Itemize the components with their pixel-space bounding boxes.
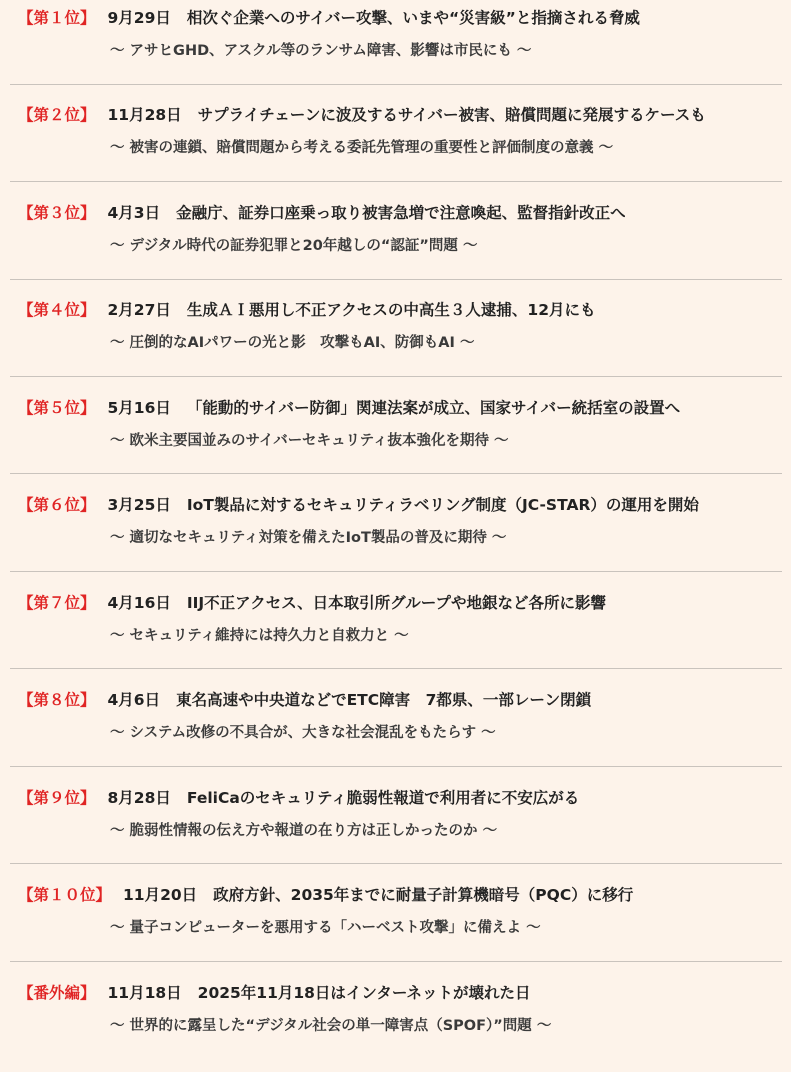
rank-title: IIJ不正アクセス、日本取引所グループや地銀など各所に影響: [186, 594, 606, 612]
rank-subtitle: ～ システム改修の不具合が、大きな社会混乱をもたらす ～: [110, 725, 496, 741]
rank-badge: 【第５位】: [18, 399, 96, 417]
list-item[interactable]: [0, 487, 791, 584]
divider: [10, 279, 782, 280]
rank-headline: [18, 398, 680, 418]
rank-subtitle: ～ セキュリティ維持には持久力と自救力と ～: [110, 628, 409, 644]
divider: [10, 376, 782, 377]
rank-headline: [18, 495, 699, 515]
rank-title: 政府方針、2035年までに耐量子計算機暗号（PQC）に移行: [213, 886, 634, 904]
rank-badge: 【番外編】: [18, 984, 96, 1002]
rank-date: 4月6日: [107, 691, 161, 709]
rank-headline: [18, 105, 706, 125]
rank-title: サプライチェーンに波及するサイバー被害、賠償問題に発展するケースも: [197, 106, 706, 124]
divider: [10, 961, 782, 962]
rank-badge: 【第１位】: [18, 9, 96, 27]
rank-badge: 【第１０位】: [18, 886, 112, 904]
rank-badge: 【第４位】: [18, 301, 96, 319]
rank-headline: [18, 788, 579, 808]
list-item[interactable]: [0, 0, 791, 97]
rank-headline: [18, 8, 640, 28]
rank-title: 東名高速や中央道などでETC障害 7都県、一部レーン閉鎖: [176, 691, 592, 709]
divider: [10, 668, 782, 669]
rank-title: 生成ＡＩ悪用し不正アクセスの中高生３人逮捕、12月にも: [186, 301, 596, 319]
rank-title: 金融庁、証券口座乗っ取り被害急増で注意喚起、監督指針改正へ: [176, 204, 626, 222]
divider: [10, 84, 782, 85]
list-item[interactable]: [0, 97, 791, 194]
list-item[interactable]: [0, 195, 791, 292]
rank-subtitle: ～ 被害の連鎖、賠償問題から考える委託先管理の重要性と評価制度の意義 ～: [110, 140, 614, 156]
divider: [10, 571, 782, 572]
rank-date: 11月20日: [123, 886, 198, 904]
rank-date: 8月28日: [107, 789, 171, 807]
rank-date: 11月18日: [107, 984, 182, 1002]
divider: [10, 863, 782, 864]
rank-headline: [18, 593, 606, 613]
rank-headline: [18, 690, 591, 710]
divider: [10, 473, 782, 474]
rank-title: FeliCaのセキュリティ脆弱性報道で利用者に不安広がる: [186, 789, 580, 807]
rank-badge: 【第７位】: [18, 594, 96, 612]
rank-subtitle: ～ 脆弱性情報の伝え方や報道の在り方は正しかったのか ～: [110, 823, 498, 839]
rank-title: IoT製品に対するセキュリティラベリング制度（JC-STAR）の運用を開始: [186, 496, 699, 514]
rank-badge: 【第９位】: [18, 789, 96, 807]
list-item[interactable]: [0, 292, 791, 389]
rank-subtitle: ～ 欧米主要国並みのサイバーセキュリティ抜本強化を期待 ～: [110, 433, 509, 449]
rank-title: 「能動的サイバー防御」関連法案が成立、国家サイバー統括室の設置へ: [186, 399, 681, 417]
rank-date: 11月28日: [107, 106, 182, 124]
rank-date: 3月25日: [107, 496, 171, 514]
rank-date: 5月16日: [107, 399, 171, 417]
list-item[interactable]: [0, 877, 791, 974]
rank-subtitle: ～ 世界的に露呈した“デジタル社会の単一障害点（SPOF）”問題 ～: [110, 1018, 552, 1034]
rank-subtitle: ～ 適切なセキュリティ対策を備えたIoT製品の普及に期待 ～: [110, 530, 507, 546]
rank-title: 2025年11月18日はインターネットが壊れた日: [197, 984, 531, 1002]
rank-subtitle: ～ デジタル時代の証券犯罪と20年越しの“認証”問題 ～: [110, 238, 478, 254]
rank-badge: 【第３位】: [18, 204, 96, 222]
rank-badge: 【第６位】: [18, 496, 96, 514]
rank-subtitle: ～ アサヒGHD、アスクル等のランサム障害、影響は市民にも ～: [110, 43, 532, 59]
rank-subtitle: ～ 圧倒的なAIパワーの光と影 攻撃もAI、防御もAI ～: [110, 335, 475, 351]
rank-badge: 【第２位】: [18, 106, 96, 124]
rank-headline: [18, 203, 626, 223]
rank-date: 4月16日: [107, 594, 171, 612]
rank-headline: [18, 300, 595, 320]
list-item[interactable]: [0, 682, 791, 779]
divider: [10, 766, 782, 767]
rank-subtitle: ～ 量子コンピューターを悪用する「ハーベスト攻撃」に備えよ ～: [110, 920, 541, 936]
rank-date: 4月3日: [107, 204, 161, 222]
rank-headline: [18, 983, 531, 1003]
divider: [10, 181, 782, 182]
rank-title: 相次ぐ企業へのサイバー攻撃、いまや“災害級”と指摘される脅威: [186, 9, 640, 27]
rank-badge: 【第８位】: [18, 691, 96, 709]
rank-headline: [18, 885, 633, 905]
rank-date: 9月29日: [107, 9, 171, 27]
rank-date: 2月27日: [107, 301, 171, 319]
list-item[interactable]: [0, 975, 791, 1072]
